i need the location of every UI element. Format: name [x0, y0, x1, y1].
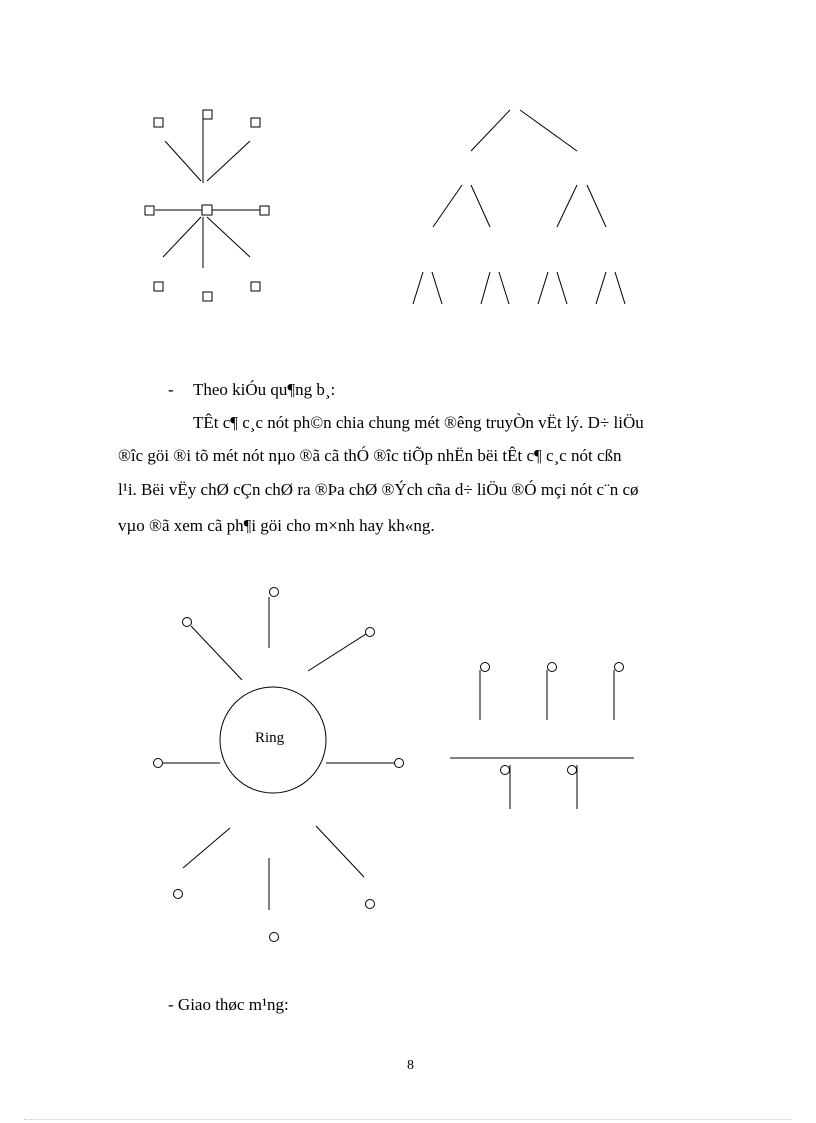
hub-node: [202, 205, 212, 215]
star-node: [203, 110, 212, 119]
star-node: [203, 292, 212, 301]
ring-node: [270, 588, 279, 597]
paragraph-line: TÊt c¶ c¸c nót ph©n chia chung mét ®êng truyÒn vËt lý. D÷ liÖu: [193, 413, 644, 432]
bus-node: [548, 663, 557, 672]
page-number: 8: [407, 1058, 414, 1073]
bullet-dash: -: [168, 380, 174, 399]
ring-node: [154, 759, 163, 768]
bus-node: [568, 766, 577, 775]
star-node: [260, 206, 269, 215]
star-node: [251, 282, 260, 291]
ring-node: [395, 759, 404, 768]
ring-node: [174, 890, 183, 899]
ring-node: [366, 900, 375, 909]
ring-node: [366, 628, 375, 637]
star-node: [251, 118, 260, 127]
section-heading-broadcast: Theo kiÓu qu¶ng b¸:: [193, 380, 336, 399]
bus-node: [501, 766, 510, 775]
ring-label: Ring: [255, 730, 285, 746]
bus-node: [615, 663, 624, 672]
bus-topology-diagram: [450, 663, 634, 810]
paragraph-line: vµo ®ã xem cã ph¶i göi cho m×nh hay kh«ng.: [118, 516, 435, 535]
star-node: [154, 118, 163, 127]
tree-topology-diagram: [413, 110, 625, 304]
star-node: [145, 206, 154, 215]
ring-node: [270, 933, 279, 942]
paragraph-line: ®îc göi ®i tõ mét nót nµo ®ã cã thÓ ®îc tiÕp nhËn bëi tÊt c¶ c¸c nót cßn: [118, 446, 622, 465]
star-spokes: [155, 118, 262, 268]
ring-node: [183, 618, 192, 627]
star-node: [154, 282, 163, 291]
bus-node: [481, 663, 490, 672]
ring-topology-diagram: [154, 588, 404, 942]
section-heading-protocol: - Giao thøc m¹ng:: [168, 995, 289, 1014]
page-bottom-rule: [24, 1119, 792, 1120]
paragraph-line: l¹i. Bëi vËy chØ cÇn chØ ra ®Þa chØ ®Ých cña d÷ liÖu ®Ó mçi nót c¨n cø: [118, 480, 639, 499]
